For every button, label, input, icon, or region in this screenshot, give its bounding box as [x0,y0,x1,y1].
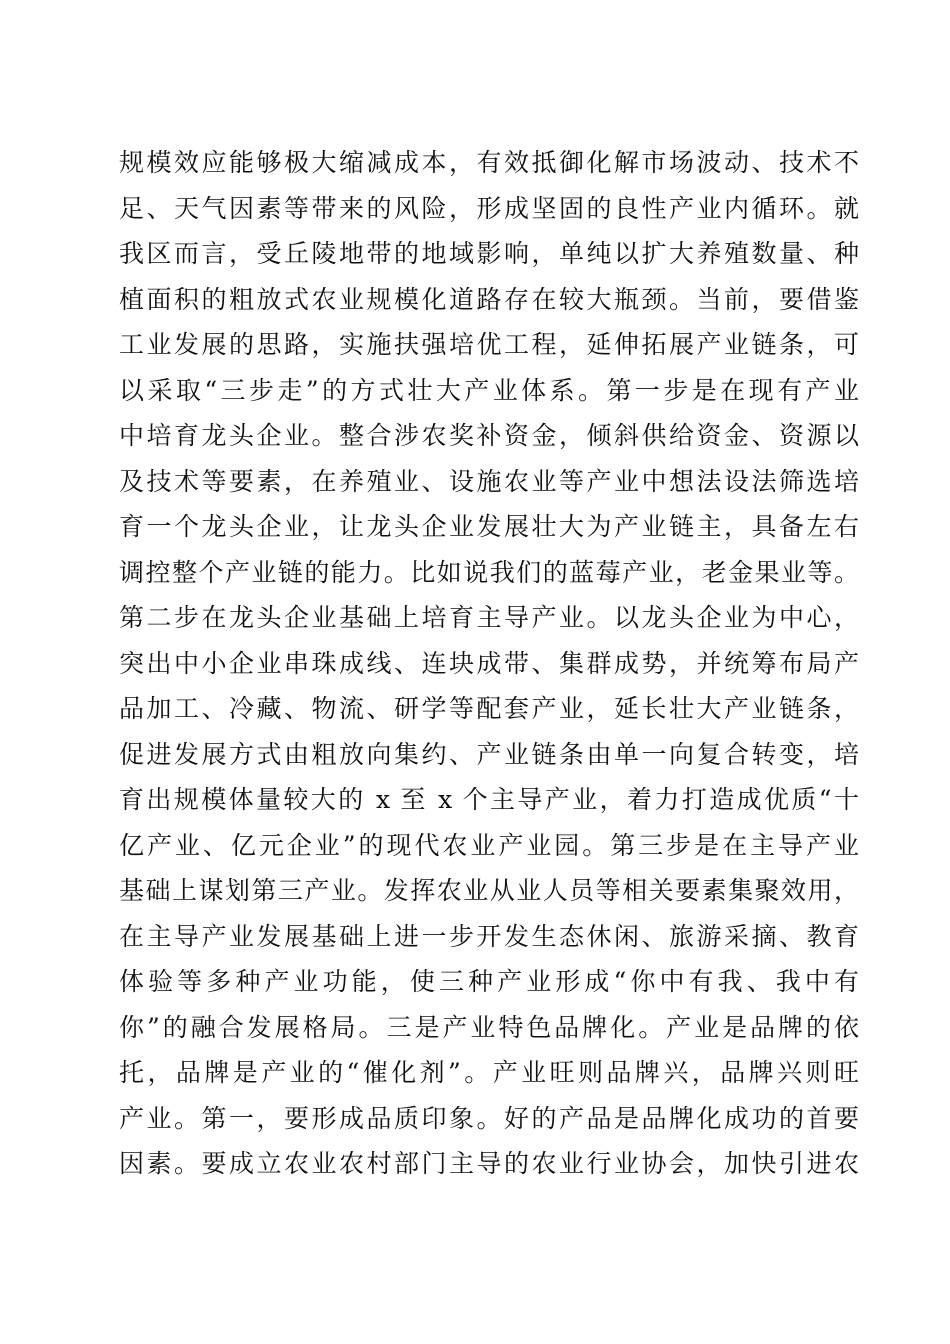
text-line-19: 体验等多种产业功能，使三种产业形成“你中有我、我中有 [119,967,859,996]
text-line-15: 育出规模体量较大的 x 至 x 个主导产业，着力打造成优质“十 [119,785,859,814]
text-line-13: 品加工、冷藏、物流、研学等配套产业，延长壮大产业链条， [119,694,859,723]
text-line-7: 中培育龙头企业。整合涉农奖补资金，倾斜供给资金、资源以 [119,421,859,450]
text-line-11: 第二步在龙头企业基础上培育主导产业。以龙头企业为中心， [119,603,859,632]
text-line-14: 促进发展方式由粗放向集约、产业链条由单一向复合转变，培 [119,739,859,769]
text-line-20: 你”的融合发展格局。三是产业特色品牌化。产业是品牌的依 [119,1012,859,1042]
text-line-2: 足、天气因素等带来的风险，形成坚固的良性产业内循环。就 [119,193,859,223]
body-paragraph [119,140,859,1187]
text-line-16: 亿产业、亿元企业”的现代农业产业园。第三步是在主导产业 [119,830,859,860]
text-line-9: 育一个龙头企业，让龙头企业发展壮大为产业链主，具备左右 [119,512,859,541]
text-line-22: 产业。第一，要形成品质印象。好的产品是品牌化成功的首要 [119,1103,859,1133]
text-line-17: 基础上谋划第三产业。发挥农业从业人员等相关要素集聚效用， [119,876,859,905]
text-line-4: 植面积的粗放式农业规模化道路存在较大瓶颈。当前，要借鉴 [119,284,859,314]
text-line-10: 调控整个产业链的能力。比如说我们的蓝莓产业，老金果业等。 [119,557,859,587]
text-line-21: 托，品牌是产业的“催化剂”。产业旺则品牌兴，品牌兴则旺 [119,1058,859,1087]
text-line-5: 工业发展的思路，实施扶强培优工程，延伸拓展产业链条，可 [119,330,859,359]
text-line-6: 以采取“三步走”的方式壮大产业体系。第一步是在现有产业 [119,375,859,405]
text-line-12: 突出中小企业串珠成线、连块成带、集群成势，并统筹布局产 [119,648,859,678]
text-line-18: 在主导产业发展基础上进一步开发生态休闲、旅游采摘、教育 [119,921,859,951]
text-line-1: 规模效应能够极大缩减成本，有效抵御化解市场波动、技术不 [119,148,859,177]
text-line-8: 及技术等要素，在养殖业、设施农业等产业中想法设法筛选培 [119,466,859,496]
text-line-3: 我区而言，受丘陵地带的地域影响，单纯以扩大养殖数量、种 [119,239,859,268]
text-line-23: 因素。要成立农业农村部门主导的农业行业协会，加快引进农 [119,1149,859,1178]
